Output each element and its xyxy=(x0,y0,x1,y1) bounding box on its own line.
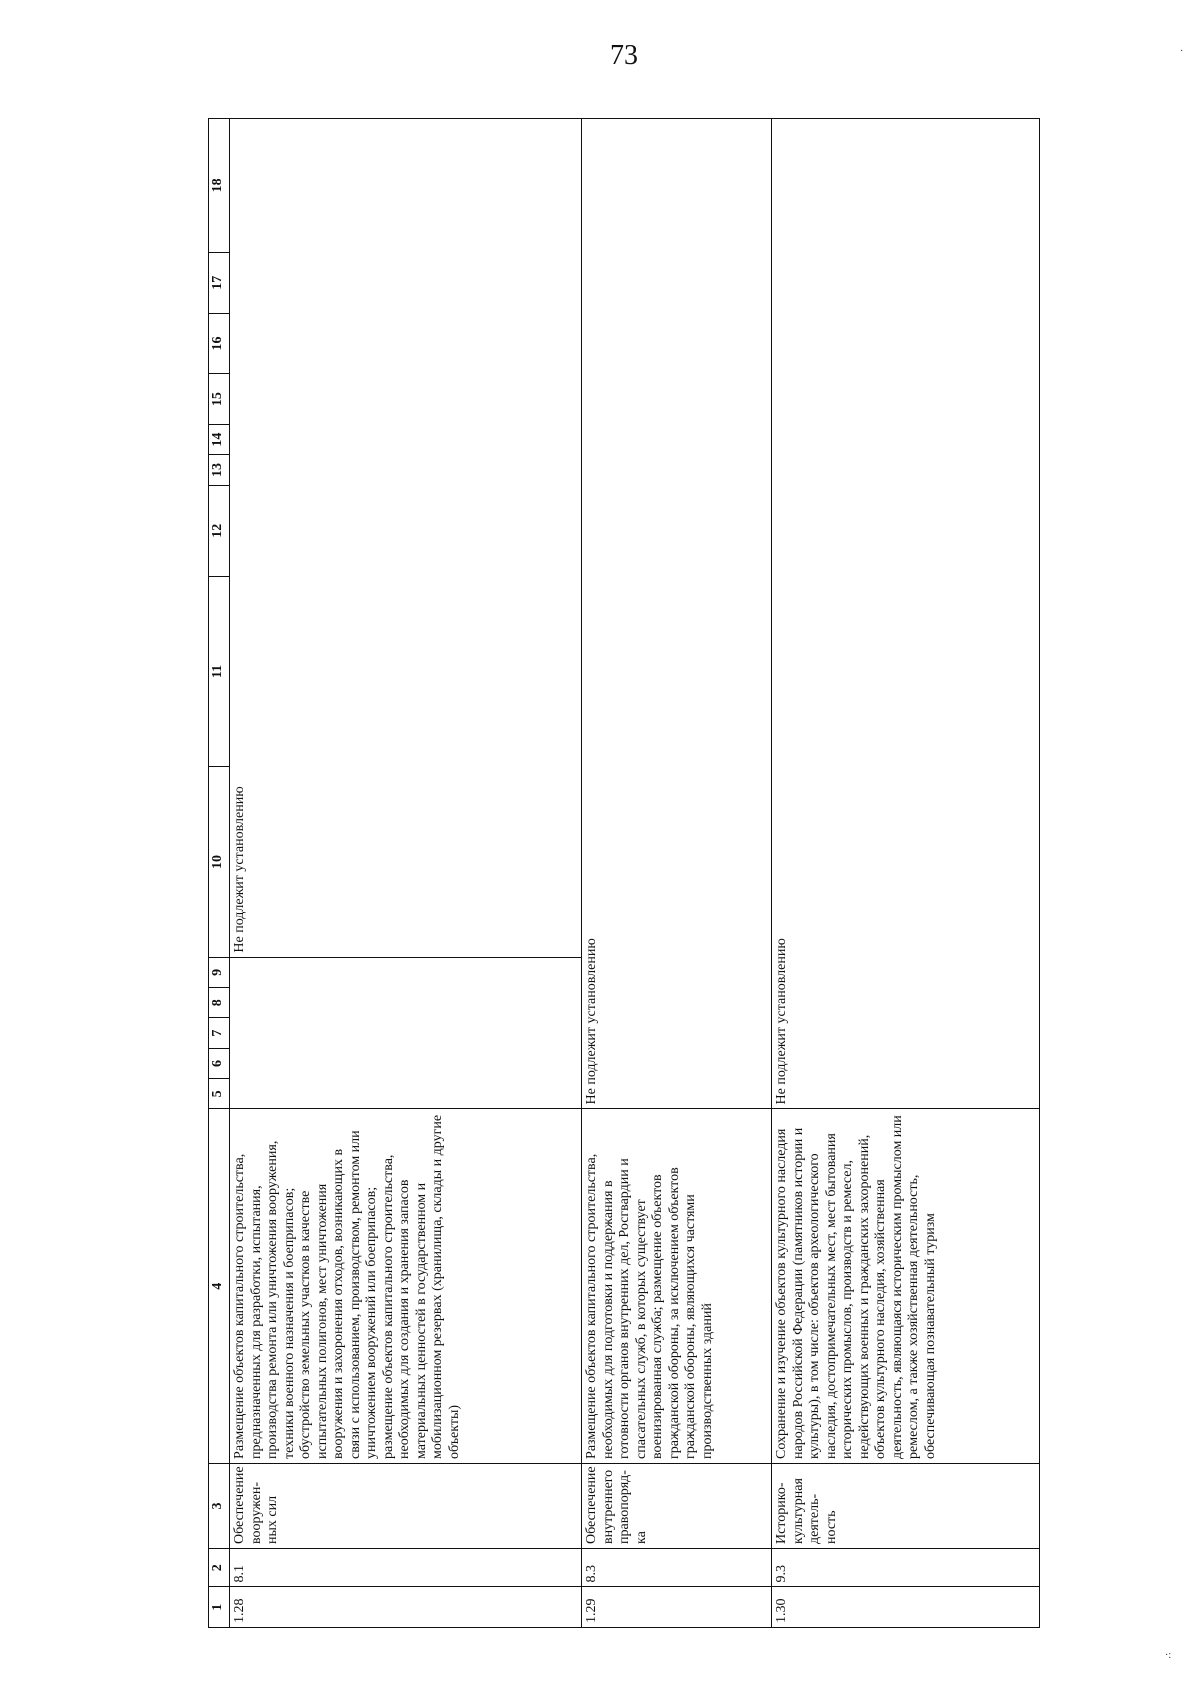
column-header: 13 xyxy=(209,455,230,485)
column-header: 17 xyxy=(209,252,230,313)
column-header: 1 xyxy=(209,1587,230,1628)
rotated-table-container xyxy=(208,118,1040,1628)
table-row xyxy=(230,119,582,1628)
table-row xyxy=(772,119,1040,1628)
row-group: Историко-культурная деятель-ность xyxy=(772,1463,1040,1548)
column-header: 15 xyxy=(209,374,230,425)
row-description: Размещение объектов капитального строительства, необходимых для подготовки и поддержания в готовности органов внутренних дел, Росгвардии и спасательных служб, в которых существует военизированная служба; размещение объектов гражданской обороны, за исключением объектов гражданской обороны, являющихся частями производственных зданий xyxy=(582,1109,772,1463)
scan-speck: ·: xyxy=(1165,1650,1172,1661)
page-number: 73 xyxy=(610,40,638,71)
row-description: Сохранение и изучение объектов культурного наследия народов Российской Федерации (памятников истории и культуры), в том числе: объектов археологического наследия, достопримечательных мест, мест бытования исторических промыслов, производств и ремесел, недействующих военных и гражданских захоронений, объектов культурного наследия, хозяйственная деятельность, являющаяся историческим промыслом или ремеслом, а также хозяйственная деятельность, обеспечивающая познавательный туризм xyxy=(772,1109,1040,1463)
column-header: 2 xyxy=(209,1549,230,1587)
table-header-row xyxy=(209,119,230,1628)
column-header: 18 xyxy=(209,119,230,253)
column-header: 16 xyxy=(209,313,230,374)
row-code: 8.3 xyxy=(582,1549,772,1587)
row-code: 9.3 xyxy=(772,1549,1040,1587)
column-header: 14 xyxy=(209,424,230,454)
row-note: Не подлежит установлению xyxy=(230,119,582,958)
land-use-table xyxy=(208,118,1040,1628)
row-number: 1.30 xyxy=(772,1587,1040,1628)
column-header: 6 xyxy=(209,1048,230,1078)
column-header: 10 xyxy=(209,767,230,957)
column-header: 4 xyxy=(209,1109,230,1463)
column-header: 9 xyxy=(209,957,230,987)
empty-cell xyxy=(230,957,582,1109)
row-number: 1.28 xyxy=(230,1587,582,1628)
row-number: 1.29 xyxy=(582,1587,772,1628)
column-header: 12 xyxy=(209,485,230,576)
column-header: 8 xyxy=(209,988,230,1018)
row-note: Не подлежит установлению xyxy=(582,119,772,1110)
column-header: 7 xyxy=(209,1018,230,1048)
column-header: 11 xyxy=(209,576,230,766)
row-code: 8.1 xyxy=(230,1549,582,1587)
column-header: 3 xyxy=(209,1463,230,1548)
table-row xyxy=(582,119,772,1628)
row-note: Не подлежит установлению xyxy=(772,119,1040,1110)
row-description: Размещение объектов капитального строительства, предназначенных для разработки, испытания, производства ремонта или уничтожения вооружения, техники военного назначения и боеприпасов; обустройство земельных участков в качестве испытательных полигонов, мест уничтожения вооружения и захоронения отходов, возникающих в связи с использованием, производством, ремонтом или уничтожением вооружений или боеприпасов; размещение объектов капитального строительства, необходимых для создания и хранения запасов материальных ценностей в государственном и мобилизационном резервах (хранилища, склады и другие объекты) xyxy=(230,1109,582,1463)
row-group: Обеспечение внутреннего правопоряд-ка xyxy=(582,1463,772,1548)
row-group: Обеспечение вооружен-ных сил xyxy=(230,1463,582,1548)
column-header: 5 xyxy=(209,1079,230,1109)
scan-speck: · xyxy=(1180,46,1184,57)
